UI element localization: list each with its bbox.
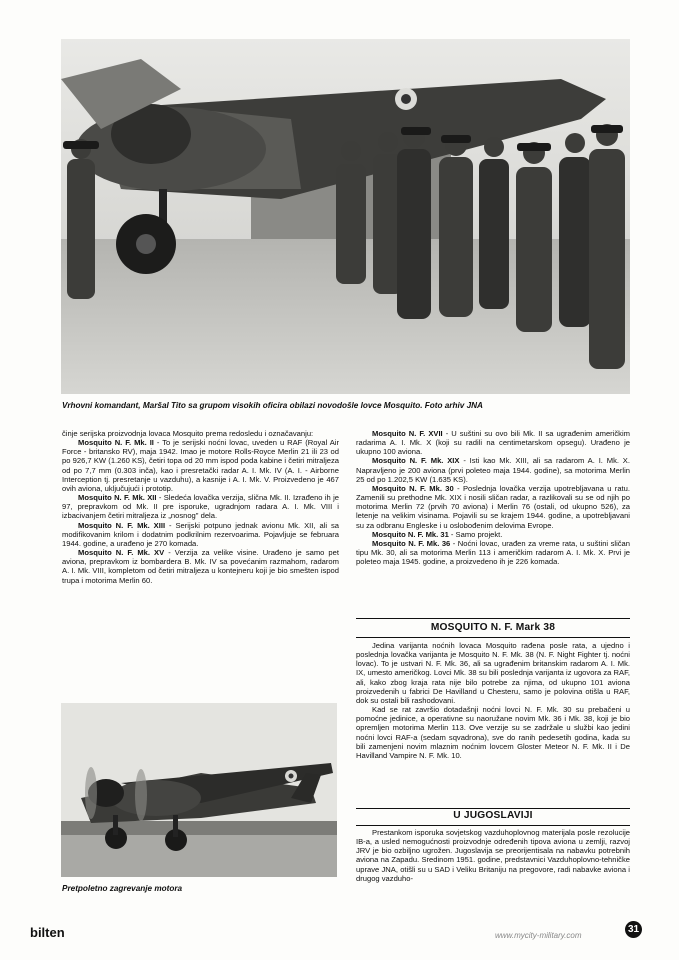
watermark: www.mycity-military.com bbox=[495, 931, 582, 940]
mk17-paragraph bbox=[356, 429, 630, 456]
mk30-title: Mosquito N. F. Mk. 30 bbox=[372, 483, 454, 493]
mk2-title: Mosquito N. F. Mk. II bbox=[78, 438, 154, 448]
mk13-paragraph bbox=[62, 521, 339, 548]
mk17-text: - U suštini su ovo bili Mk. II sa ugrađenim američkim radarima A. I. Mk. X (koji su radili na centimetarskom opsegu). Urađeno je ukupno 100 aviona. bbox=[356, 429, 630, 457]
mk12-title: Mosquito N. F. Mk. XII bbox=[78, 493, 157, 503]
top-photo bbox=[61, 39, 630, 394]
mk38-paragraph-2: Kad se rat završio dotadašnji noćni lovci N. F. Mk. 30 su prebačeni u pomoćne jedinice, a operativne su naoružane novim Mk. 36 i Mk. 38, koji je bio opremljen motorima Merlin 113. Ove verzije su se zadržale u službi kao jedini noćni lovci RAF-a (sedam sqvadrona), sve do ranih pedesetih godina, kada su bili zamenjeni novim mlaznim noćnim lovcem Gloster Meteor N. F. Mk. II i De Havilland Vampire N. F. Mk. 10. bbox=[356, 705, 630, 760]
mk12-text: - Sledeća lovačka verzija, slična Mk. II. Izrađeno ih je 97, prepravkom od Mk. II pre isporuke, ugradnjom radara A. I. Mk. VIII i izbacivanjem četiri mitraljeza iz „nosnog" dela. bbox=[62, 493, 340, 521]
bottom-photo-image bbox=[61, 703, 337, 877]
mk38-paragraph-1: Jedina varijanta noćnih lovaca Mosquito rađena posle rata, a ujedno i poslednja lovačka varijanta je Mosquito N. F. Mk. 38 (N. F. Night Fighter tj. noćni lovac). To je ustvari N. F. Mk. 36, ali sa ugrađenim britanskim radarom A. I. Mk. IX, umesto američkog. Lovci Mk. 38 su bili poslednja varijanta iz ugovora za RAF, ali, kako zbog kraja rata nije bilo potrebe za njima, od ukupno 101 aviona proizvedenih u fabrici De Havilland u Chesteru, samo je polovina otišla u RAF, dok su ostali bili rashodovani. bbox=[356, 641, 630, 705]
column-right bbox=[356, 429, 630, 566]
mk36-title: Mosquito N. F. Mk. 36 bbox=[372, 538, 451, 548]
mk30-text: - Poslednja lovačka verzija upotrebljavana u ratu. Zamenili su prethodne Mk. XIX i nosili sličan radar, a razlikovali su se od njih po motorima Merlin 72 (prvih 70 aviona) i Merlin 76 (ostali, od ukupno 526), za letenje na velikim visinama. Pojavili su se krajem 1944. godine, a upotrebljavani su za odbranu Engleske i u oslobođenim delovima Evrope. bbox=[356, 483, 630, 530]
section-heading-mk38: MOSQUITO N. F. Mark 38 bbox=[430, 622, 556, 633]
bottom-photo-caption: Pretpoletno zagrevanje motora bbox=[62, 884, 183, 893]
heading-rule-top-yu bbox=[356, 808, 630, 809]
page-number: 31 bbox=[625, 921, 642, 938]
mk31-title: Mosquito N. F. Mk. 31 bbox=[372, 529, 449, 539]
heading-rule-top-mk38 bbox=[356, 618, 630, 619]
top-photo-image bbox=[61, 39, 630, 394]
mk15-paragraph bbox=[62, 548, 339, 585]
mk31-text: - Samo projekt. bbox=[448, 529, 503, 539]
publication-name: bilten bbox=[30, 925, 65, 940]
mk12-paragraph bbox=[62, 493, 339, 520]
section-heading-yu: U JUGOSLAVIJI bbox=[453, 810, 533, 821]
mk30-paragraph bbox=[356, 484, 630, 530]
mk15-text: - Verzija za velike visine. Urađeno je samo pet aviona, prepravkom iz bombardera B. Mk. IV sa povećanim razmahom, radarom A. I. Mk. VIII, kompletom od četiri mitraljeza u kontejneru koji je bio smešten ispod trupa i motorima Merlin 60. bbox=[62, 548, 339, 585]
mk36-text: - Noćni lovac, urađen za vreme rata, u suštini sličan tipu Mk. 30, ali sa motorima Merlin 113 i američkim radarom A. I. Mk. X. Prvi je poleteo maja 1945. godine, a proizvedeno ih je 226 komada. bbox=[356, 538, 630, 567]
mk15-title: Mosquito N. F. Mk. XV bbox=[78, 548, 165, 558]
column-right-mk38 bbox=[356, 641, 630, 760]
column-left bbox=[62, 429, 339, 585]
mk19-text: - Isti kao Mk. XIII, ali sa radarom A. I. Mk. X. Napravljeno je 200 aviona (prvi poleteo maja 1944. godine), sa motorima Merlin 25 od po 1.202,5 KW (1.635 KS). bbox=[356, 456, 630, 484]
mk17-title: Mosquito N. F. XVII bbox=[372, 429, 443, 438]
heading-rule-bottom-mk38 bbox=[356, 637, 630, 638]
intro-paragraph: činje serijska proizvodnja lovaca Mosquito prema redosledu i označavanju: bbox=[62, 429, 314, 438]
mk31-paragraph bbox=[356, 530, 630, 539]
mk2-text: - To je serijski noćni lovac, uveden u RAF (Royal Air Force - britansko RV), maja 1942. Imao je motore Rolls-Royce Merlin 21 ili 23 od po 926,7 KW (1.260 KS), četiri topa od 20 mm ispod poda kabine i četiri mitraljeza od po 7,7 mm (0.303 inča), kao i presretački radar A. I. Mk. IV (A. I. - Airborne Interception tj. presretanje u vazduhu), a kasnije i A. I. Mk. V. Proizvedeno je 467 ovih aviona, uključujući i prototip. bbox=[62, 438, 339, 493]
top-photo-caption: Vrhovni komandant, Maršal Tito sa grupom visokih oficira obilazi novodošle lovce Mosquito. Foto arhiv JNA bbox=[62, 401, 483, 410]
mk13-title: Mosquito N. F. Mk. XIII bbox=[78, 520, 166, 530]
column-right-yu bbox=[356, 828, 630, 883]
mk19-paragraph bbox=[356, 456, 630, 483]
yu-paragraph-1: Prestankom isporuka sovjetskog vazduhoplovnog materijala posle rezolucije IB-a, a usled nemogućnosti proizvodnje određenih tipova aviona u zemlji, razvoj JRV je bio ozbiljno ugrožen. Jugoslavija se preorijentisala na nabavku potrebnih aviona na Zapadu. Sredinom 1951. godine, predstavnici Vazduhoplovno-tehničke uprave JNA, otišli su u SAD i Veliku Britaniju na pregovore, radi nabavke aviona i drugog vazduho- bbox=[356, 828, 630, 883]
bottom-photo bbox=[61, 703, 337, 877]
mk19-title: Mosquito N. F. Mk. XIX bbox=[372, 456, 460, 466]
mk13-text: - Serijski potpuno jednak avionu Mk. XII, ali sa modifikovanim krilom i dodatnim podkrilnim rezervoarima. Pojavljuje se februara 1944. godine, a urađeno je 270 komada. bbox=[62, 520, 340, 548]
mk36-paragraph bbox=[356, 539, 630, 566]
mk2-paragraph bbox=[62, 438, 339, 493]
heading-rule-bottom-yu bbox=[356, 825, 630, 826]
